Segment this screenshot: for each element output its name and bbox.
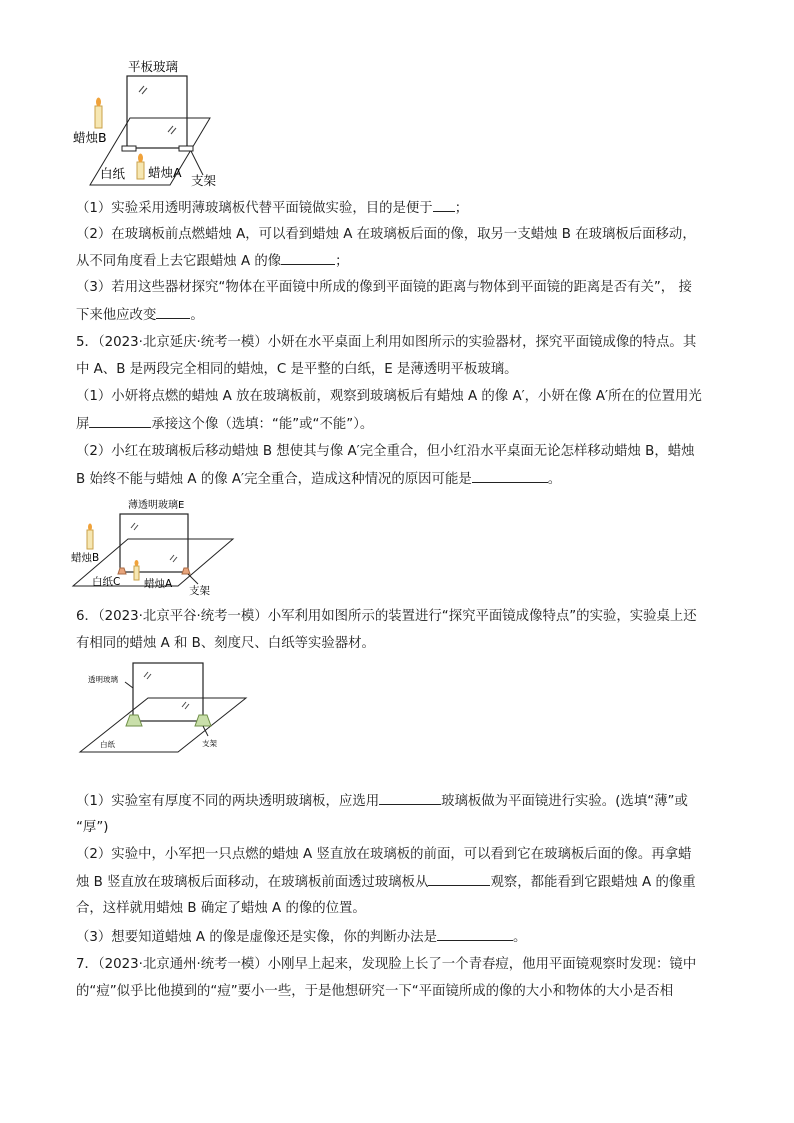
figure-2-plane-mirror-setup — [68, 494, 248, 598]
q6-part1-line1: （1）实验室有厚度不同的两块透明玻璃板，应选用 玻璃板做为平面镜进行实验。(选填“薄”或 — [76, 794, 688, 809]
answer-blank[interactable] — [472, 470, 548, 483]
candle-b-shape — [95, 106, 102, 128]
q4-part2-line2: 从不同角度看上去它跟蜡烛 A 的像 ； — [76, 254, 349, 269]
stand-right — [179, 146, 193, 151]
candle-a-flame — [135, 560, 139, 566]
q4-part3-line2: 下来他应改变 。 — [76, 308, 204, 323]
q6-part3: （3）想要知道蜡烛 A 的像是虚像还是实像，你的判断办法是 。 — [76, 930, 527, 945]
glass-plate — [133, 663, 203, 721]
q5-stem-line2: 中 A、B 是两段完全相同的蜡烛，C 是平整的白纸，E 是薄透明平板玻璃。 — [76, 362, 518, 377]
q5-part2-line2: B 始终不能与蜡烛 A 的像 A′完全重合，造成这种情况的原因可能是 。 — [76, 472, 562, 487]
q6-part1-line2: “厚”) — [76, 820, 109, 835]
stand-left — [118, 568, 126, 574]
glass-pointer — [125, 682, 133, 688]
candle-a-shape — [134, 566, 139, 580]
q6-part2-line2: 烛 B 竖直放在玻璃板后面移动，在玻璃板前面透过玻璃板从 观察，都能看到它跟蜡烛 A 的像重 — [76, 875, 696, 890]
label-stand: 支架 — [202, 739, 217, 748]
stand-right — [182, 568, 190, 574]
q7-stem-line1: 7．（2023·北京通州·统考一模）小刚早上起来，发现脸上长了一个青春痘，他用平面镜观察时发现：镜中 — [76, 957, 697, 972]
figure-3-plane-mirror-setup — [78, 660, 253, 760]
label-glass: 透明玻璃 — [88, 675, 118, 684]
candle-a-shape — [137, 162, 144, 179]
q5-part1-line2: 屏 承接这个像（选填：“能”或“不能”）。 — [76, 417, 374, 432]
glass-plate — [120, 514, 188, 572]
q4-part2-line1: （2）在玻璃板前点燃蜡烛 A，可以看到蜡烛 A 在玻璃板后面的像，取另一支蜡烛 B 在玻璃板后面移动， — [76, 227, 696, 242]
label-paper: 白纸C — [92, 576, 121, 588]
candle-b-shape — [87, 530, 93, 549]
q5-part2-line1: （2）小红在玻璃板后移动蜡烛 B 想使其与像 A′完全重合，但小红沿水平桌面无论怎样移动蜡烛 B，蜡烛 — [76, 444, 695, 459]
stand-left — [122, 146, 136, 151]
label-candle-a: 蜡烛A — [148, 165, 182, 180]
q4-part3-line1: （3）若用这些器材探究“物体在平面镜中所成的像到平面镜的距离与物体到平面镜的距离是否有关”， 接 — [76, 280, 692, 295]
label-candle-b: 蜡烛B — [71, 552, 100, 564]
candle-b-flame — [88, 524, 92, 531]
stand-right — [195, 715, 211, 726]
stand-pointer — [188, 574, 198, 584]
stand-left — [126, 715, 142, 726]
q6-part2-line3: 合，这样就用蜡烛 B 确定了蜡烛 A 的像的位置。 — [76, 901, 366, 916]
answer-blank[interactable] — [428, 873, 490, 886]
q4-part1: （1）实验采用透明薄玻璃板代替平面镜做实验，目的是便于 ； — [76, 201, 469, 216]
answer-blank[interactable] — [437, 928, 513, 941]
answer-blank[interactable] — [379, 792, 441, 805]
q6-part2-line1: （2）实验中，小军把一只点燃的蜡烛 A 竖直放在玻璃板的前面，可以看到它在玻璃板后面的像。再拿蜡 — [76, 847, 692, 862]
q5-part1-line1: （1）小妍将点燃的蜡烛 A 放在玻璃板前，观察到玻璃板后有蜡烛 A 的像 A′，小妍在像 A′所在的位置用光 — [76, 389, 702, 404]
label-glass: 薄透明玻璃E — [128, 500, 185, 511]
label-paper: 白纸 — [100, 166, 126, 181]
answer-blank[interactable] — [89, 415, 151, 428]
label-stand: 支架 — [191, 173, 217, 188]
candle-a-flame — [138, 154, 143, 163]
figure-1-plane-mirror-setup — [70, 58, 230, 188]
q6-stem-line1: 6．（2023·北京平谷·统考一模）小军利用如图所示的装置进行“探究平面镜成像特点”的实验，实验桌上还 — [76, 609, 697, 624]
glass-plate — [127, 76, 187, 148]
label-stand: 支架 — [189, 585, 210, 597]
q6-stem-line2: 有相同的蜡烛 A 和 B、刻度尺、白纸等实验器材。 — [76, 636, 375, 651]
label-candle-b: 蜡烛B — [73, 130, 107, 145]
candle-b-flame — [96, 98, 101, 107]
q7-stem-line2: 的“痘”似乎比他摸到的“痘”要小一些，于是他想研究一下“平面镜所成的像的大小和物体的大小是否相 — [76, 984, 674, 999]
q5-stem-line1: 5．（2023·北京延庆·统考一模）小妍在水平桌面上利用如图所示的实验器材，探究平面镜成像的特点。其 — [76, 335, 697, 350]
label-candle-a: 蜡烛A — [144, 578, 173, 590]
label-paper: 白纸 — [100, 740, 115, 749]
label-glass: 平板玻璃 — [128, 59, 179, 74]
answer-blank[interactable] — [433, 199, 455, 212]
answer-blank[interactable] — [281, 252, 335, 265]
answer-blank[interactable] — [156, 306, 190, 319]
stand-pointer — [191, 151, 203, 175]
